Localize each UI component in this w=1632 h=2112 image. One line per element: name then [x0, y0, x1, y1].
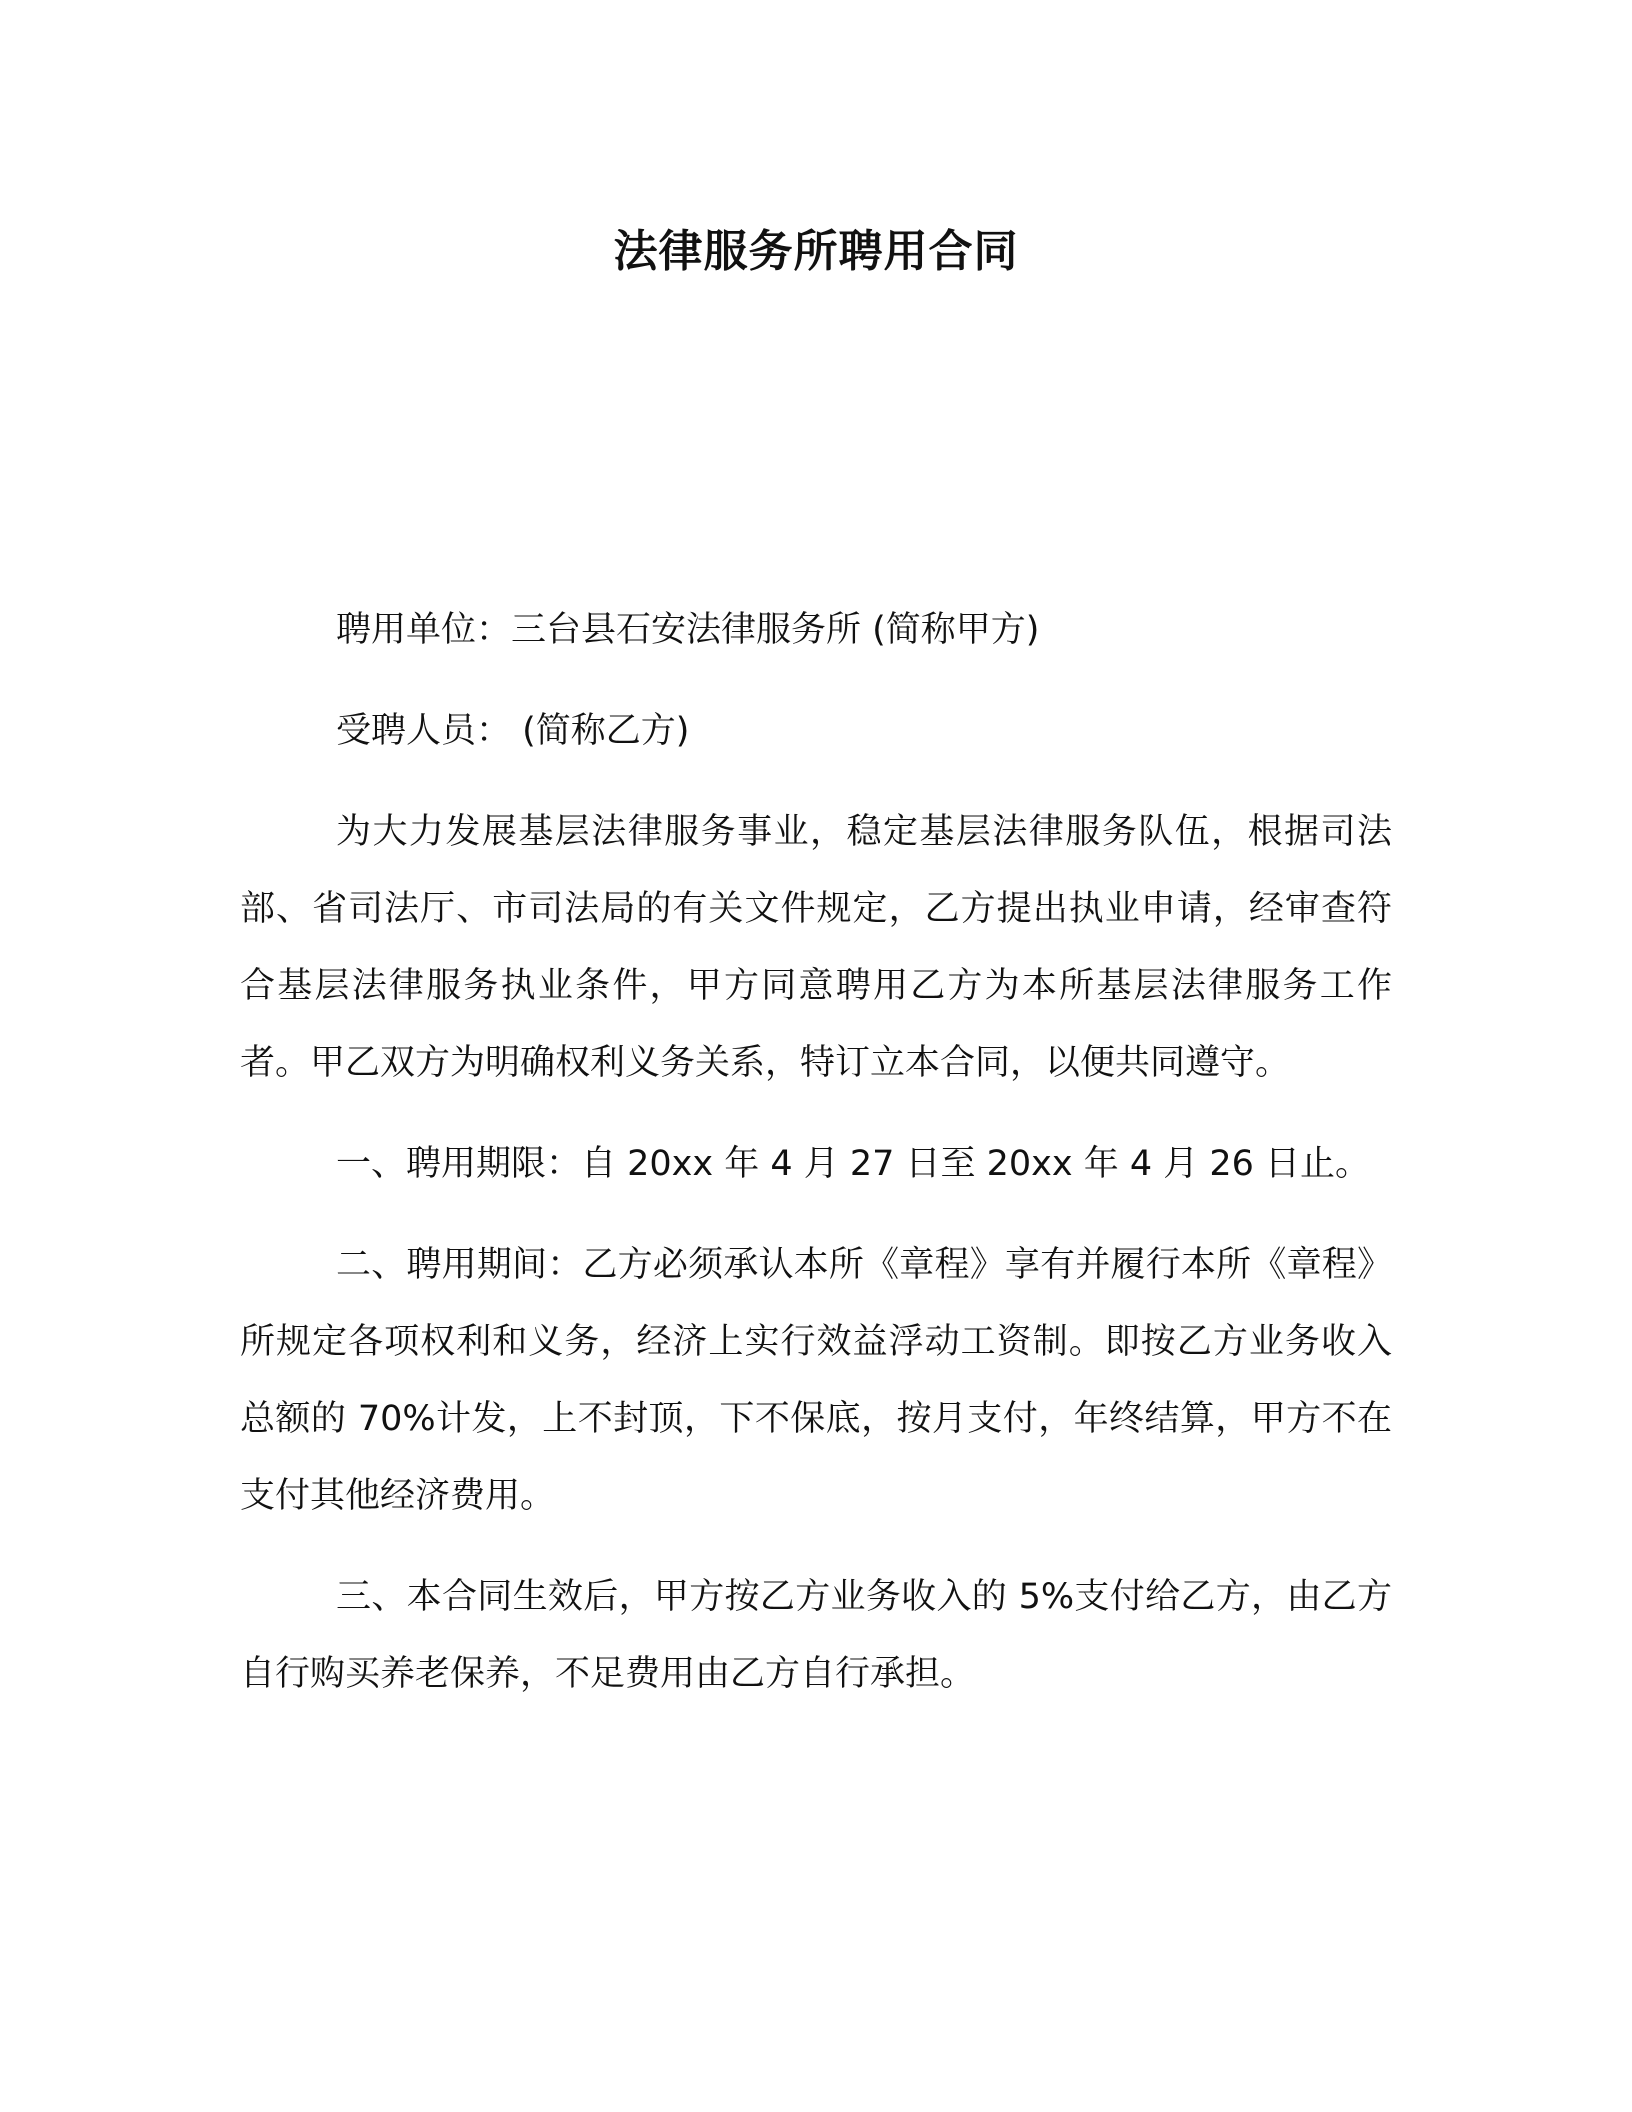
clause-1-term: 一、聘用期限：自 20xx 年 4 月 27 日至 20xx 年 4 月 26 日止。 [336, 1144, 1371, 1184]
clause-2-duties: 二、聘用期间：乙方必须承认本所《章程》享有并履行本所《章程》所规定各项权利和义务，经济上实行效益浮动工资制。即按乙方业务收入总额的 70%计发，上不封顶，下不保底，按月支付，年终结算，甲方不在支付其他经济费用。 [240, 1245, 1392, 1516]
employee-line: 受聘人员： (简称乙方) [336, 711, 690, 751]
employer-line: 聘用单位：三台县石安法律服务所 (简称甲方) [336, 610, 1040, 650]
clause-3-insurance: 三、本合同生效后，甲方按乙方业务收入的 5%支付给乙方，由乙方自行购买养老保养，不足费用由乙方自行承担。 [240, 1577, 1392, 1694]
document-body [240, 592, 1392, 1737]
document-title: 法律服务所聘用合同 [613, 226, 1019, 277]
preamble-paragraph: 为大力发展基层法律服务事业，稳定基层法律服务队伍，根据司法部、省司法厅、市司法局的有关文件规定，乙方提出执业申请，经审查符合基层法律服务执业条件，甲方同意聘用乙方为本所基层法律服务工作者。甲乙双方为明确权利义务关系，特订立本合同，以便共同遵守。 [240, 812, 1392, 1083]
